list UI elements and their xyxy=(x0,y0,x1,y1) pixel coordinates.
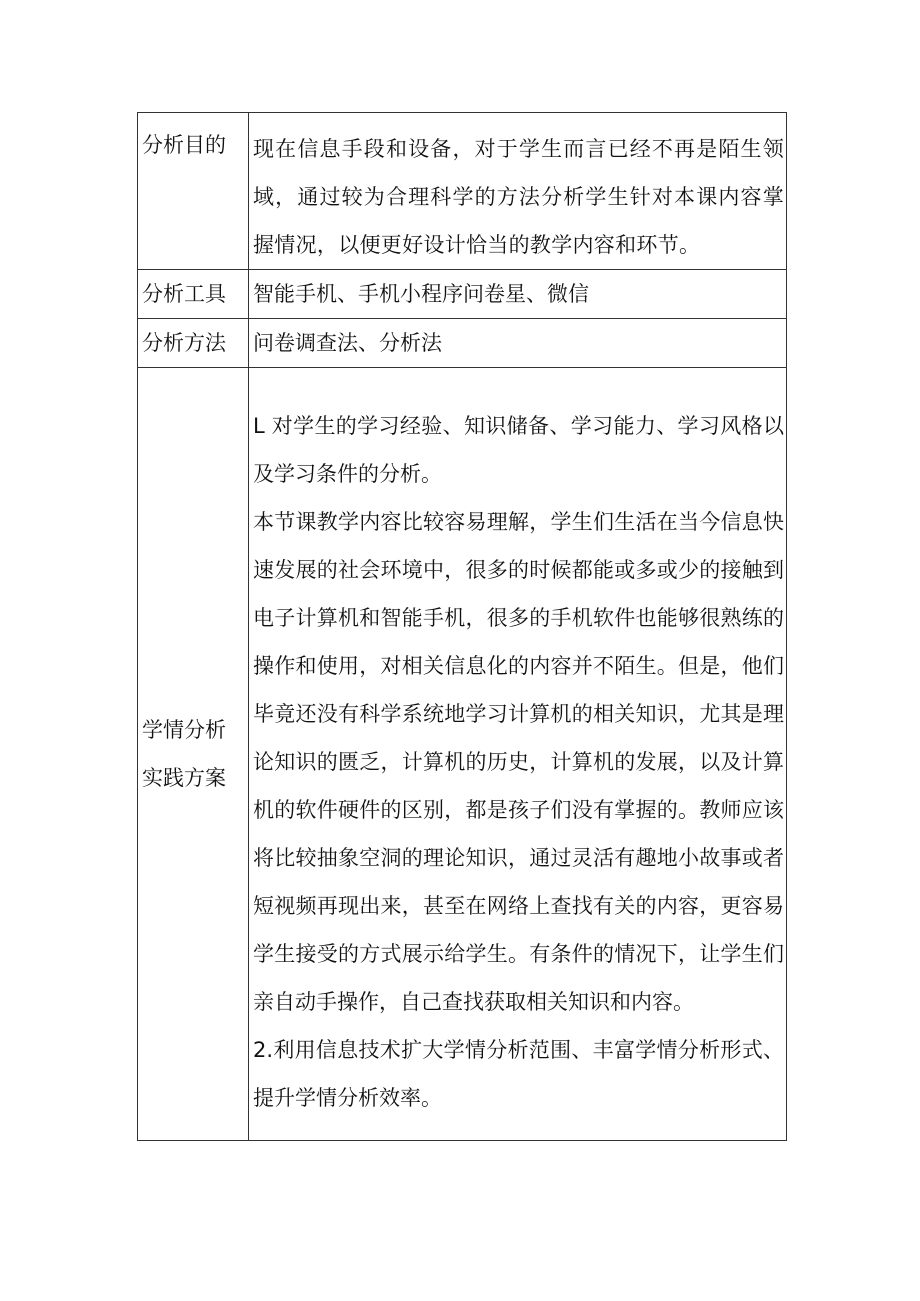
label-cell xyxy=(138,270,249,319)
plan-body xyxy=(249,368,786,1122)
label-cell xyxy=(138,319,249,368)
value-cell xyxy=(249,270,787,319)
plan-paragraph-2: 本节课教学内容比较容易理解，学生们生活在当今信息快速发展的社会环境中，很多的时候都能或多或少的接触到电子计算机和智能手机，很多的手机软件也能够很熟练的操作和使用，对相关信息化的内容并不陌生。但是，他们毕竟还没有科学系统地学习计算机的相关知识，尤其是理论知识的匮乏，计算机的历史，计算机的发展，以及计算机的软件硬件的区别，都是孩子们没有掌握的。教师应该将比较抽象空洞的理论知识，通过灵活有趣地小故事或者短视频再现出来，甚至在网络上查找有关的内容，更容易学生接受的方式展示给学生。有条件的情况下，让学生们亲自动手操作，自己查找获取相关知识和内容。 xyxy=(253,510,784,1014)
label-cell xyxy=(138,113,249,270)
value-cell xyxy=(249,368,787,1141)
plan-paragraph-3: 2.利用信息技术扩大学情分析范围、丰富学情分析形式、提升学情分析效率。 xyxy=(253,1038,784,1110)
table-row-methods xyxy=(138,319,787,368)
row-label: 分析目的 xyxy=(142,133,226,157)
value-cell xyxy=(249,319,787,368)
row-label-line1: 学情分析 xyxy=(142,718,226,742)
row-label: 分析方法 xyxy=(142,331,226,355)
table-row-tools xyxy=(138,270,787,319)
value-cell xyxy=(249,113,787,270)
label-cell xyxy=(138,368,249,1141)
row-value: 现在信息手段和设备，对于学生而言已经不再是陌生领域，通过较为合理科学的方法分析学生针对本课内容掌握情况，以便更好设计恰当的教学内容和环节。 xyxy=(253,137,784,257)
row-value: 智能手机、手机小程序问卷星、微信 xyxy=(253,282,589,306)
row-label: 分析工具 xyxy=(142,282,226,306)
table-row-practice-plan xyxy=(138,368,787,1141)
analysis-table xyxy=(137,112,787,1141)
plan-paragraph-1: L 对学生的学习经验、知识储备、学习能力、学习风格以及学习条件的分析。 xyxy=(253,414,784,486)
row-value: 问卷调查法、分析法 xyxy=(253,331,442,355)
table-row-purpose xyxy=(138,113,787,270)
row-label-line2: 实践方案 xyxy=(142,766,226,790)
